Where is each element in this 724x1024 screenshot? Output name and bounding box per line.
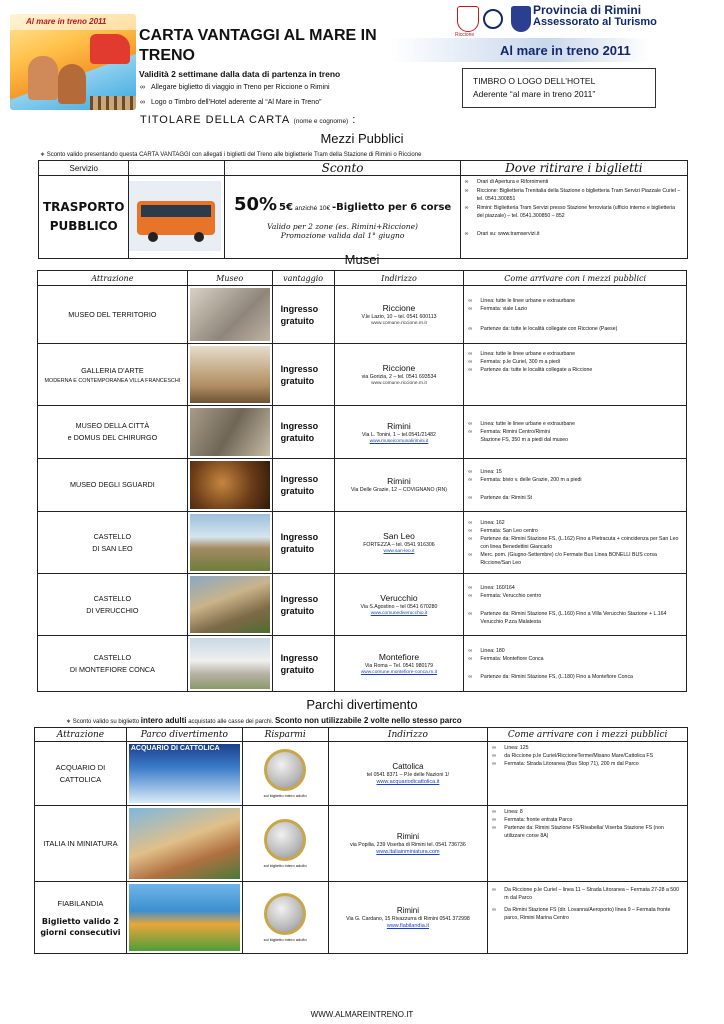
col-header: Risparmi (242, 728, 328, 742)
park-image (126, 882, 242, 954)
col-header-empty (129, 161, 225, 176)
bus-icon (129, 181, 221, 251)
discount-price: 5€ (278, 202, 293, 213)
train-illustration (90, 34, 130, 64)
museum-image (187, 636, 272, 692)
website-link[interactable]: www.museicomunalirimini.it (369, 438, 429, 444)
website-link[interactable]: www.comune.montefiore-conca.rn.it (360, 670, 438, 675)
col-header: Sconto (225, 161, 460, 176)
museum-image (187, 286, 272, 344)
col-header: Come arrivare con i mezzi pubblici (464, 271, 687, 286)
col-header: Dove ritirare i biglietti (460, 161, 687, 176)
park-name: ACQUARIO DI CATTOLICA (35, 742, 127, 806)
transport-info: ∞ Linea: 180 ∞ Fermata: Montefiore Conca ∞ Partenze da: Rimini Stazione FS, (L.180) Fino a Montefiore Conca (464, 636, 687, 692)
website-link[interactable]: www.comune.riccione.rn.it (371, 321, 427, 326)
hotel-stamp-box: TIMBRO O LOGO DELL’HOTEL Aderente “al mare in treno 2011” (462, 68, 656, 108)
advantage: Ingresso gratuito (272, 574, 334, 636)
bus-image (129, 176, 225, 259)
col-header: Attrazione (38, 271, 188, 286)
address-cell: Rimini Via G. Cardano, 15 Rivazzurra di Rimini 0541 372998 www.fiabilandia.it (328, 882, 488, 954)
table-row (35, 806, 688, 882)
table-row (38, 286, 687, 344)
transport-info: ∞ Linea: 162 ∞ Fermata: San Leo centro ∞ Partenze da: Rimini Stazione FS, (L.162) Fino a Pietracuta + coincidenza per San Leo con linea Benedettini Giancarlo ∞ Merc. pom. (Giugno-Settembre) c/o Fermate Bus Linea BONELLI BUS corsa Riccione/San Leo (464, 512, 687, 574)
address-cell: Rimini via Popilia, 239 Viserba di Rimini tel. 0541 736736 www.italiainminiatura.com (328, 806, 488, 882)
tramservizi-link[interactable]: Orari su: www.tramservizi.it (476, 231, 540, 237)
park-image (126, 742, 242, 806)
advantage: Ingresso gratuito (272, 512, 334, 574)
circle-logo-icon (483, 9, 503, 29)
header-photo (10, 14, 136, 110)
requirement-line: ∞ Logo o Timbro dell’Hotel aderente al “Al Mare in Treno” (140, 99, 322, 106)
website-link[interactable]: www.comunediverucchio.it (370, 611, 428, 616)
table-row (38, 574, 687, 636)
col-header: Come arrivare con i mezzi pubblici (488, 728, 688, 742)
transport-info: ∞ Linea: 8 ∞ Fermata: fronte entrata Parco ∞ Partenze da: Rimini Stazione FS/Rivabella/ Viserba Stazione FS (non utilizzare corse 8A) (488, 806, 688, 882)
table-row (35, 742, 688, 806)
child-figure (28, 56, 58, 100)
service-name: TRASPORTO PUBBLICO (39, 176, 129, 259)
table-row (38, 512, 687, 574)
transport-info: ∞ Linea: tutte le linee urbane e extraurbane ∞ Fermata: viale Lazio ∞ Partenze da: tutte le località collegate con Riccione (Paese) (464, 286, 687, 344)
attraction-name: MUSEO DEL TERRITORIO (38, 286, 188, 344)
attraction-name: CASTELLO DI SAN LEO (38, 512, 188, 574)
col-header: Indirizzo (328, 728, 488, 742)
attraction-name: MUSEO DEGLI SGUARDI (38, 459, 188, 512)
rail-track (90, 96, 136, 110)
advantage: Ingresso gratuito (272, 344, 334, 406)
col-header: Museo (187, 271, 272, 286)
address-cell: Verucchio Via S.Agostino – tel 0541 670280 www.comunediverucchio.it (334, 574, 464, 636)
transport-info: ∞ Linea: tutte le linee urbane e extraurbane ∞ Fermata: Rimini Centro/Rimini Stazione FS, 350 m a piedi dal museo (464, 406, 687, 459)
savings-cell: sul biglietto intero adulto (242, 742, 328, 806)
col-header: vantaggio (272, 271, 334, 286)
attraction-name: MUSEO DELLA CITTÀ e DOMUS DEL CHIRURGO (38, 406, 188, 459)
address-cell: Riccione V.le Lazio, 10 – tel. 0541 600113 www.comune.riccione.rn.it (334, 286, 464, 344)
mezzi-note: ∗ Sconto valido presentando questa CARTA VANTAGGI con allegati i biglietti del Treno alle biglietterie Tram della Stazione di Rimini o Riccione (40, 152, 422, 158)
table-row (38, 344, 687, 406)
table-row (38, 406, 687, 459)
coin-2-euro-icon (264, 819, 306, 861)
advantage: Ingresso gratuito (272, 286, 334, 344)
museum-image (187, 574, 272, 636)
park-name: FIABILANDIA Biglietto valido 2 giorni consecutivi (35, 882, 127, 954)
website-link[interactable]: www.san-leo.it (383, 549, 415, 554)
attraction-name: GALLERIA D’ARTE MODERNA E CONTEMPORANEA VILLA FRANCESCHI (38, 344, 188, 406)
col-header: Parco divertimento (126, 728, 242, 742)
footer-website-link[interactable]: WWW.ALMAREINTRENO.IT (310, 1010, 414, 1019)
col-header: Servizio (39, 161, 129, 176)
coin-2-euro-icon (264, 749, 306, 791)
table-row (38, 459, 687, 512)
park-banner: ACQUARIO DI CATTOLICA (130, 745, 220, 752)
validity-text: Validità 2 settimane dalla data di partenza in treno (139, 69, 341, 79)
address-cell: Rimini Via Delle Grazie, 12 – COVIGNANO (RN) (334, 459, 464, 512)
park-ticket-note: Biglietto valido 2 giorni consecutivi (40, 916, 121, 937)
logo-caption: Riccione (455, 32, 475, 38)
card-holder-label: TITOLARE DELLA CARTA (nome e cognome) : (140, 114, 357, 126)
museum-image (187, 512, 272, 574)
attraction-name: CASTELLO DI MONTEFIORE CONCA (38, 636, 188, 692)
assessorato-name: Assessorato al Turismo (533, 16, 657, 28)
section-title-mezzi: Mezzi Pubblici (320, 131, 404, 146)
transport-info: ∞ Da Riccione p.le Curiel – linea 11 – Strada Litoranea – Fermata 27-28 a 500 m dal Parco ∞ Da Rimini Stazione FS (dir. Lovanna/Aeroporto) linea 9 – Fermata fronte parco, Rimini Marina Centro (488, 882, 688, 954)
address-cell: Montefiore Via Roma – Tel. 0541 980179 www.comune.montefiore-conca.rn.it (334, 636, 464, 692)
section-title-musei: Musei (344, 252, 380, 267)
bullet-icon: ∞ (140, 99, 145, 106)
ticket-points: ∞ Orari di Apertura e Rifornimenti ∞ Riccione: Biglietteria Trenitalia della Stazione o biglietteria Tram Servizi Piazzale Curiel – tel. 0541.300851 ∞ Rimini: Biglietteria Tram Servizi presso Stazione ferroviaria (ufficio interno e biglietteria del piazzale) – tel. 0541.300850 – 852 ∞ Orari su: www.tramservizi.it (460, 176, 687, 259)
park-name: ITALIA IN MINIATURA (35, 806, 127, 882)
campaign-subtitle: Al mare in treno 2011 (500, 43, 631, 58)
website-link[interactable]: www.comune.riccione.rn.it (371, 381, 427, 386)
col-header: Attrazione (35, 728, 127, 742)
transport-info: ∞ Linea: 15 ∞ Fermata: bivio v. delle Grazie, 200 m a piedi ∞ Partenze da: Rimini St (464, 459, 687, 512)
attraction-name: CASTELLO DI VERUCCHIO (38, 574, 188, 636)
province-name: Provincia di Rimini (533, 3, 642, 17)
mezzi-table (38, 160, 688, 259)
province-crest-icon (511, 6, 531, 32)
child-figure (58, 64, 86, 104)
address-cell: Riccione via Gorizia, 2 – tel. 0541 693534 www.comune.riccione.rn.it (334, 344, 464, 406)
advantage: Ingresso gratuito (272, 459, 334, 512)
transport-info: ∞ Linea: 125 ∞ da Riccione p.le Curiel/RiccioneTerme/Misano Mare/Cattolica FS ∞ Fermata: Strada Litoranea (Bus Stop 71), 200 m dal Parco (488, 742, 688, 806)
museum-image (187, 406, 272, 459)
advantage: Ingresso gratuito (272, 406, 334, 459)
bullet-icon: ∞ (140, 84, 145, 91)
parchi-table (34, 727, 688, 954)
page-title: CARTA VANTAGGI AL MARE IN TRENO (139, 27, 377, 64)
parchi-note: ∗ Sconto valido su biglietto intero adulti acquistato alle casse dei parchi. Sconto non utilizzabile 2 volte nello stesso parco (66, 716, 462, 725)
savings-cell: sul biglietto intero adulto (242, 806, 328, 882)
museum-image (187, 344, 272, 406)
museum-image (187, 459, 272, 512)
riccione-crest-icon (457, 6, 479, 32)
col-header: Indirizzo (334, 271, 464, 286)
table-row (35, 882, 688, 954)
advantage: Ingresso gratuito (272, 636, 334, 692)
photo-label: Al mare in treno 2011 (10, 14, 136, 30)
park-image (126, 806, 242, 882)
coin-2-euro-icon (264, 893, 306, 935)
savings-cell: sul biglietto intero adulto (242, 882, 328, 954)
address-cell: San Leo FORTEZZA – tel. 0541 916306 www.san-leo.it (334, 512, 464, 574)
website-link[interactable]: www.acquariodicattolica.it (376, 779, 440, 785)
section-title-parchi: Parchi divertimento (306, 697, 418, 712)
musei-table (37, 270, 687, 692)
table-row (38, 636, 687, 692)
discount-cell: 50% 5€ anziché 10€ -Biglietto per 6 corse Valido per 2 zone (es. Rimini+Riccione) Promozione valida dal 1° giugno (225, 176, 460, 259)
website-link[interactable]: www.fiabilandia.it (386, 923, 430, 929)
address-cell: Rimini Via L. Tonini, 1 – tel.0541/21482 www.museicomunalirimini.it (334, 406, 464, 459)
discount-percent: 50% (233, 194, 278, 215)
address-cell: Cattolica tel 0541 8371 – P.le delle Nazioni 1/ www.acquariodicattolica.it (328, 742, 488, 806)
transport-info: ∞ Linea: 160/164 ∞ Fermata: Verucchio centro ∞ Partenze da: Rimini Stazione FS, (L.160) Fino a Villa Verucchio Stazione + L.164 Verucchio P.zza Malatesta (464, 574, 687, 636)
requirement-line: ∞ Allegare biglietto di viaggio in Treno per Riccione o Rimini (140, 84, 330, 91)
transport-info: ∞ Linea: tutte le linee urbane e extraurbane ∞ Fermata: p.le Curiel, 300 m a piedi ∞ Partenze da: tutte le località collegate a Riccione (464, 344, 687, 406)
website-link[interactable]: www.italiainminiatura.com (376, 849, 440, 855)
